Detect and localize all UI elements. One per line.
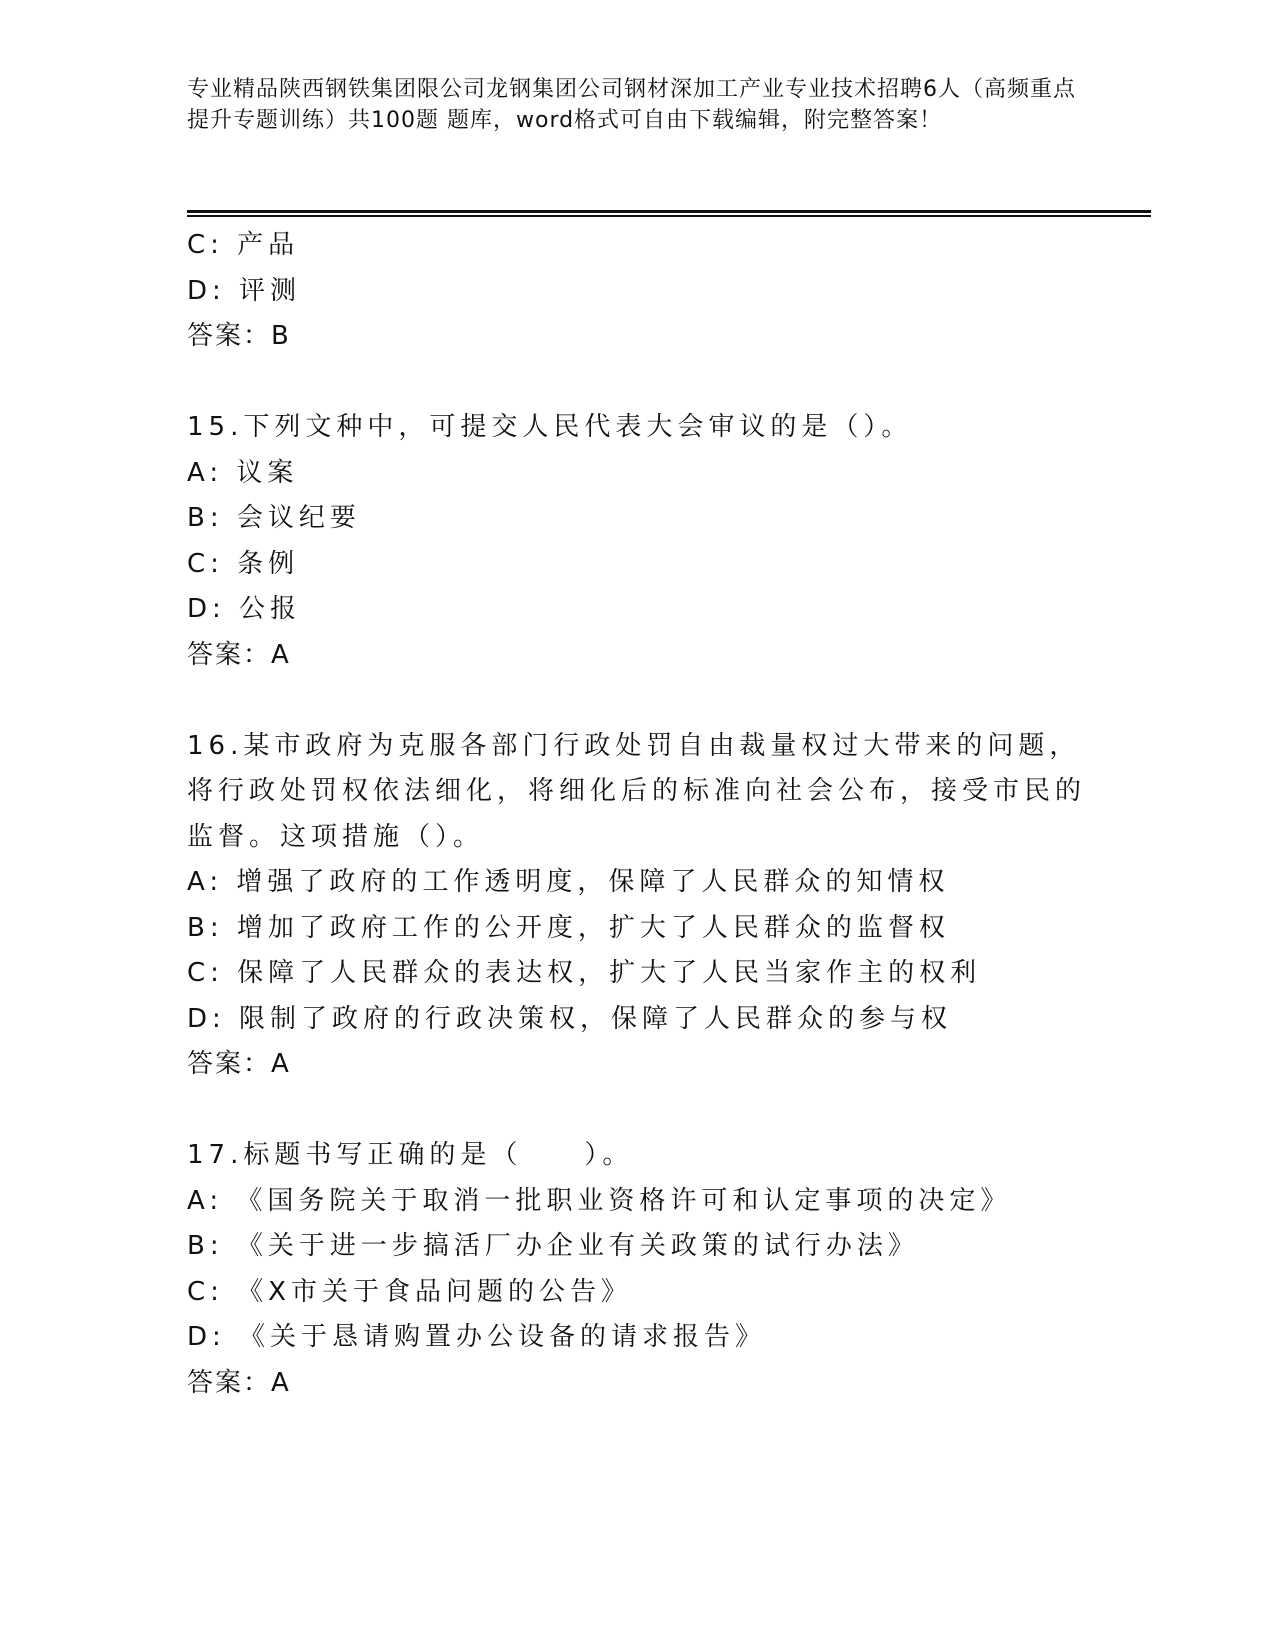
option-d: D: 《关于恳请购置办公设备的请求报告》 xyxy=(187,1322,767,1352)
header-rule-secondary xyxy=(187,215,1151,217)
answer-line: 答案：A xyxy=(187,1049,291,1079)
option-d: D: 限制了政府的行政决策权，保障了人民群众的参与权 xyxy=(187,1003,953,1034)
answer-line: 答案：B xyxy=(187,321,291,351)
option-b: B: 会议纪要 xyxy=(187,503,361,533)
option-c: C: 保障了人民群众的表达权，扩大了人民当家作主的权利 xyxy=(187,958,982,988)
question-stem: 15.下列文种中，可提交人民代表大会审议的是（）。 xyxy=(187,412,913,442)
page-header: 专业精品陕西钢铁集团限公司龙钢集团公司钢材深加工产业专业技术招聘6人（高频重点提升专题训练）共100题 题库，word格式可自由下载编辑，附完整答案！ xyxy=(187,77,1076,133)
question-17 xyxy=(187,1133,1107,1406)
question-stem: 17.标题书写正确的是（ ）。 xyxy=(187,1140,634,1170)
question-spacer xyxy=(187,360,1107,406)
question-spacer xyxy=(187,678,1107,724)
option-b: B: 《关于进一步搞活厂办企业有关政策的试行办法》 xyxy=(187,1231,919,1261)
option-d: D: 评测 xyxy=(187,275,302,306)
carryover-question xyxy=(187,223,1107,360)
option-d: D: 公报 xyxy=(187,594,302,624)
header-rule xyxy=(187,210,1151,213)
question-content xyxy=(187,223,1107,1406)
option-a: A: 议案 xyxy=(187,457,299,488)
answer-line: 答案：A xyxy=(187,639,291,670)
option-c: C: 条例 xyxy=(187,548,300,579)
question-spacer xyxy=(187,1088,1107,1134)
option-c: C: 《X市关于食品问题的公告》 xyxy=(187,1276,632,1307)
question-16 xyxy=(187,724,1107,1088)
option-a: A: 《国务院关于取消一批职业资格许可和认定事项的决定》 xyxy=(187,1185,1012,1216)
option-a: A: 增强了政府的工作透明度，保障了人民群众的知情权 xyxy=(187,867,950,897)
question-stem: 16.某市政府为克服各部门行政处罚自由裁量权过大带来的问题，将行政处罚权依法细化，将细化后的标准向社会公布，接受市民的监督。这项措施（）。 xyxy=(187,730,1087,852)
option-b: B: 增加了政府工作的公开度，扩大了人民群众的监督权 xyxy=(187,912,950,943)
answer-line: 答案：A xyxy=(187,1367,291,1398)
question-15 xyxy=(187,405,1107,678)
option-c: C: 产品 xyxy=(187,230,300,260)
